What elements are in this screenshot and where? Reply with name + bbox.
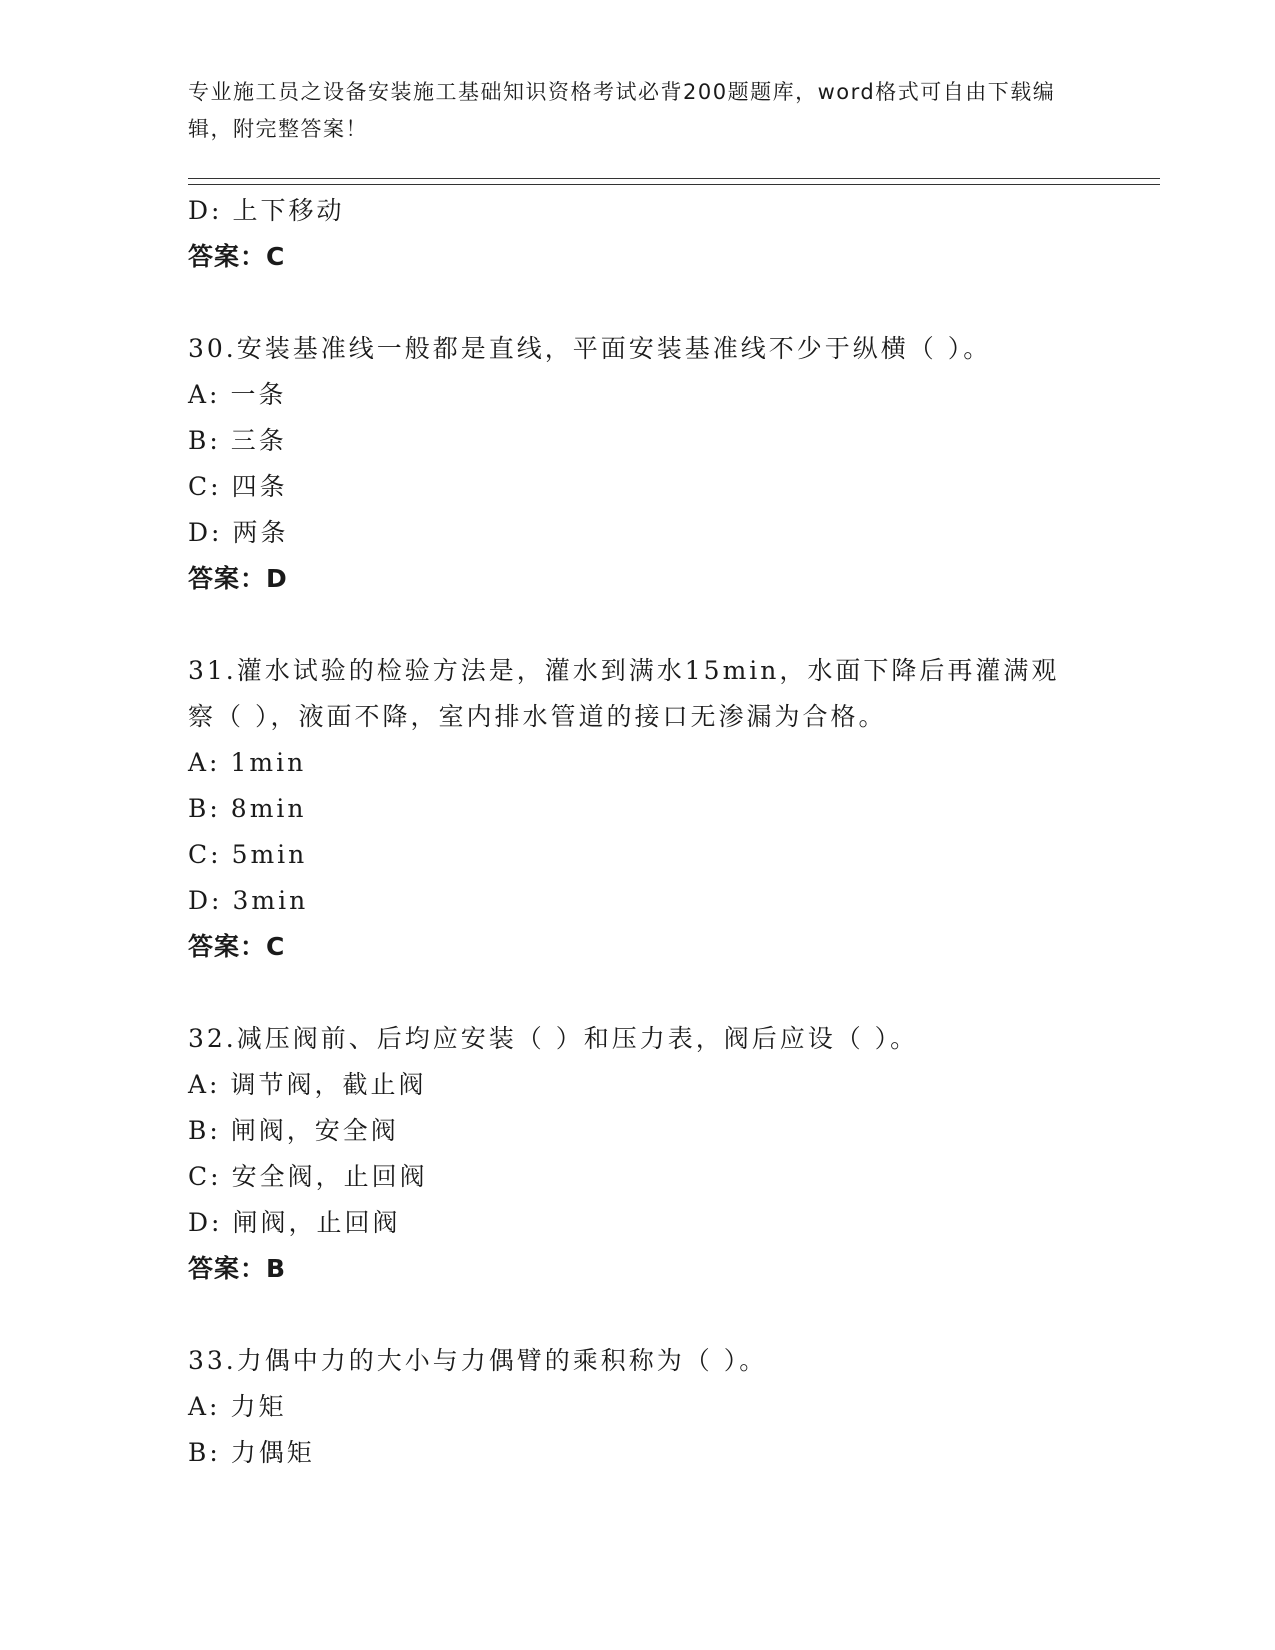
option-text: 闸阀，安全阀	[230, 1116, 399, 1145]
option-d	[188, 1200, 1088, 1246]
option-key: C:	[188, 472, 222, 501]
answer-line: 答案：D	[188, 564, 288, 593]
option-d	[188, 188, 1088, 234]
question-33	[188, 1338, 1088, 1476]
question-32	[188, 1016, 1088, 1292]
option-b	[188, 1108, 1088, 1154]
option-b	[188, 1430, 1088, 1476]
option-key: C:	[188, 1162, 222, 1191]
option-a	[188, 740, 1088, 786]
option-key: D:	[188, 886, 223, 915]
question-stem: 30.安装基准线一般都是直线，平面安装基准线不少于纵横（ ）。	[188, 334, 992, 363]
question-31	[188, 648, 1088, 970]
option-key: D:	[188, 1208, 223, 1237]
option-key: A:	[188, 1392, 221, 1421]
option-a	[188, 372, 1088, 418]
option-a	[188, 1384, 1088, 1430]
option-key: B:	[188, 426, 221, 455]
answer-line: 答案：B	[188, 1254, 287, 1283]
document-title: 专业施工员之设备安装施工基础知识资格考试必背200题题库，word格式可自由下载编辑，附完整答案！	[188, 80, 1056, 141]
question-stem: 32.减压阀前、后均应安装（ ）和压力表，阀后应设（ ）。	[188, 1024, 919, 1053]
page-header	[188, 74, 1088, 148]
option-text: 5min	[231, 840, 308, 869]
option-key: B:	[188, 1116, 221, 1145]
option-text: 力矩	[230, 1392, 287, 1421]
option-text: 两条	[232, 518, 289, 547]
option-key: D:	[188, 518, 223, 547]
option-key: B:	[188, 1438, 221, 1467]
option-b	[188, 786, 1088, 832]
option-text: 四条	[231, 472, 288, 501]
question-30	[188, 326, 1088, 602]
question-stem: 33.力偶中力的大小与力偶臂的乘积称为（ ）。	[188, 1346, 768, 1375]
option-b	[188, 418, 1088, 464]
option-text: 调节阀，截止阀	[230, 1070, 427, 1099]
option-text: 8min	[230, 794, 307, 823]
answer-line: 答案：C	[188, 242, 286, 271]
option-a	[188, 1062, 1088, 1108]
option-key: B:	[188, 794, 221, 823]
option-c	[188, 1154, 1088, 1200]
option-text: 安全阀，止回阀	[231, 1162, 428, 1191]
option-text: 力偶矩	[230, 1438, 315, 1467]
option-c	[188, 464, 1088, 510]
option-d	[188, 510, 1088, 556]
option-key: A:	[188, 380, 221, 409]
option-text: 3min	[232, 886, 309, 915]
option-text: 上下移动	[232, 196, 345, 225]
option-key: A:	[188, 1070, 221, 1099]
spacer	[188, 970, 1088, 1016]
option-c	[188, 832, 1088, 878]
option-key: C:	[188, 840, 222, 869]
question-list	[188, 188, 1088, 1476]
option-text: 1min	[230, 748, 307, 777]
option-text: 三条	[230, 426, 287, 455]
spacer	[188, 280, 1088, 326]
header-rule-bottom	[188, 184, 1160, 185]
answer-line: 答案：C	[188, 932, 286, 961]
option-text: 一条	[230, 380, 287, 409]
question-stem: 31.灌水试验的检验方法是，灌水到满水15min，水面下降后再灌满观察（ ），液面不降，室内排水管道的接口无渗漏为合格。	[188, 656, 1060, 731]
option-text: 闸阀，止回阀	[232, 1208, 401, 1237]
option-key: A:	[188, 748, 221, 777]
spacer	[188, 602, 1088, 648]
option-key: D:	[188, 196, 223, 225]
option-d	[188, 878, 1088, 924]
header-rule-top	[188, 178, 1160, 179]
spacer	[188, 1292, 1088, 1338]
